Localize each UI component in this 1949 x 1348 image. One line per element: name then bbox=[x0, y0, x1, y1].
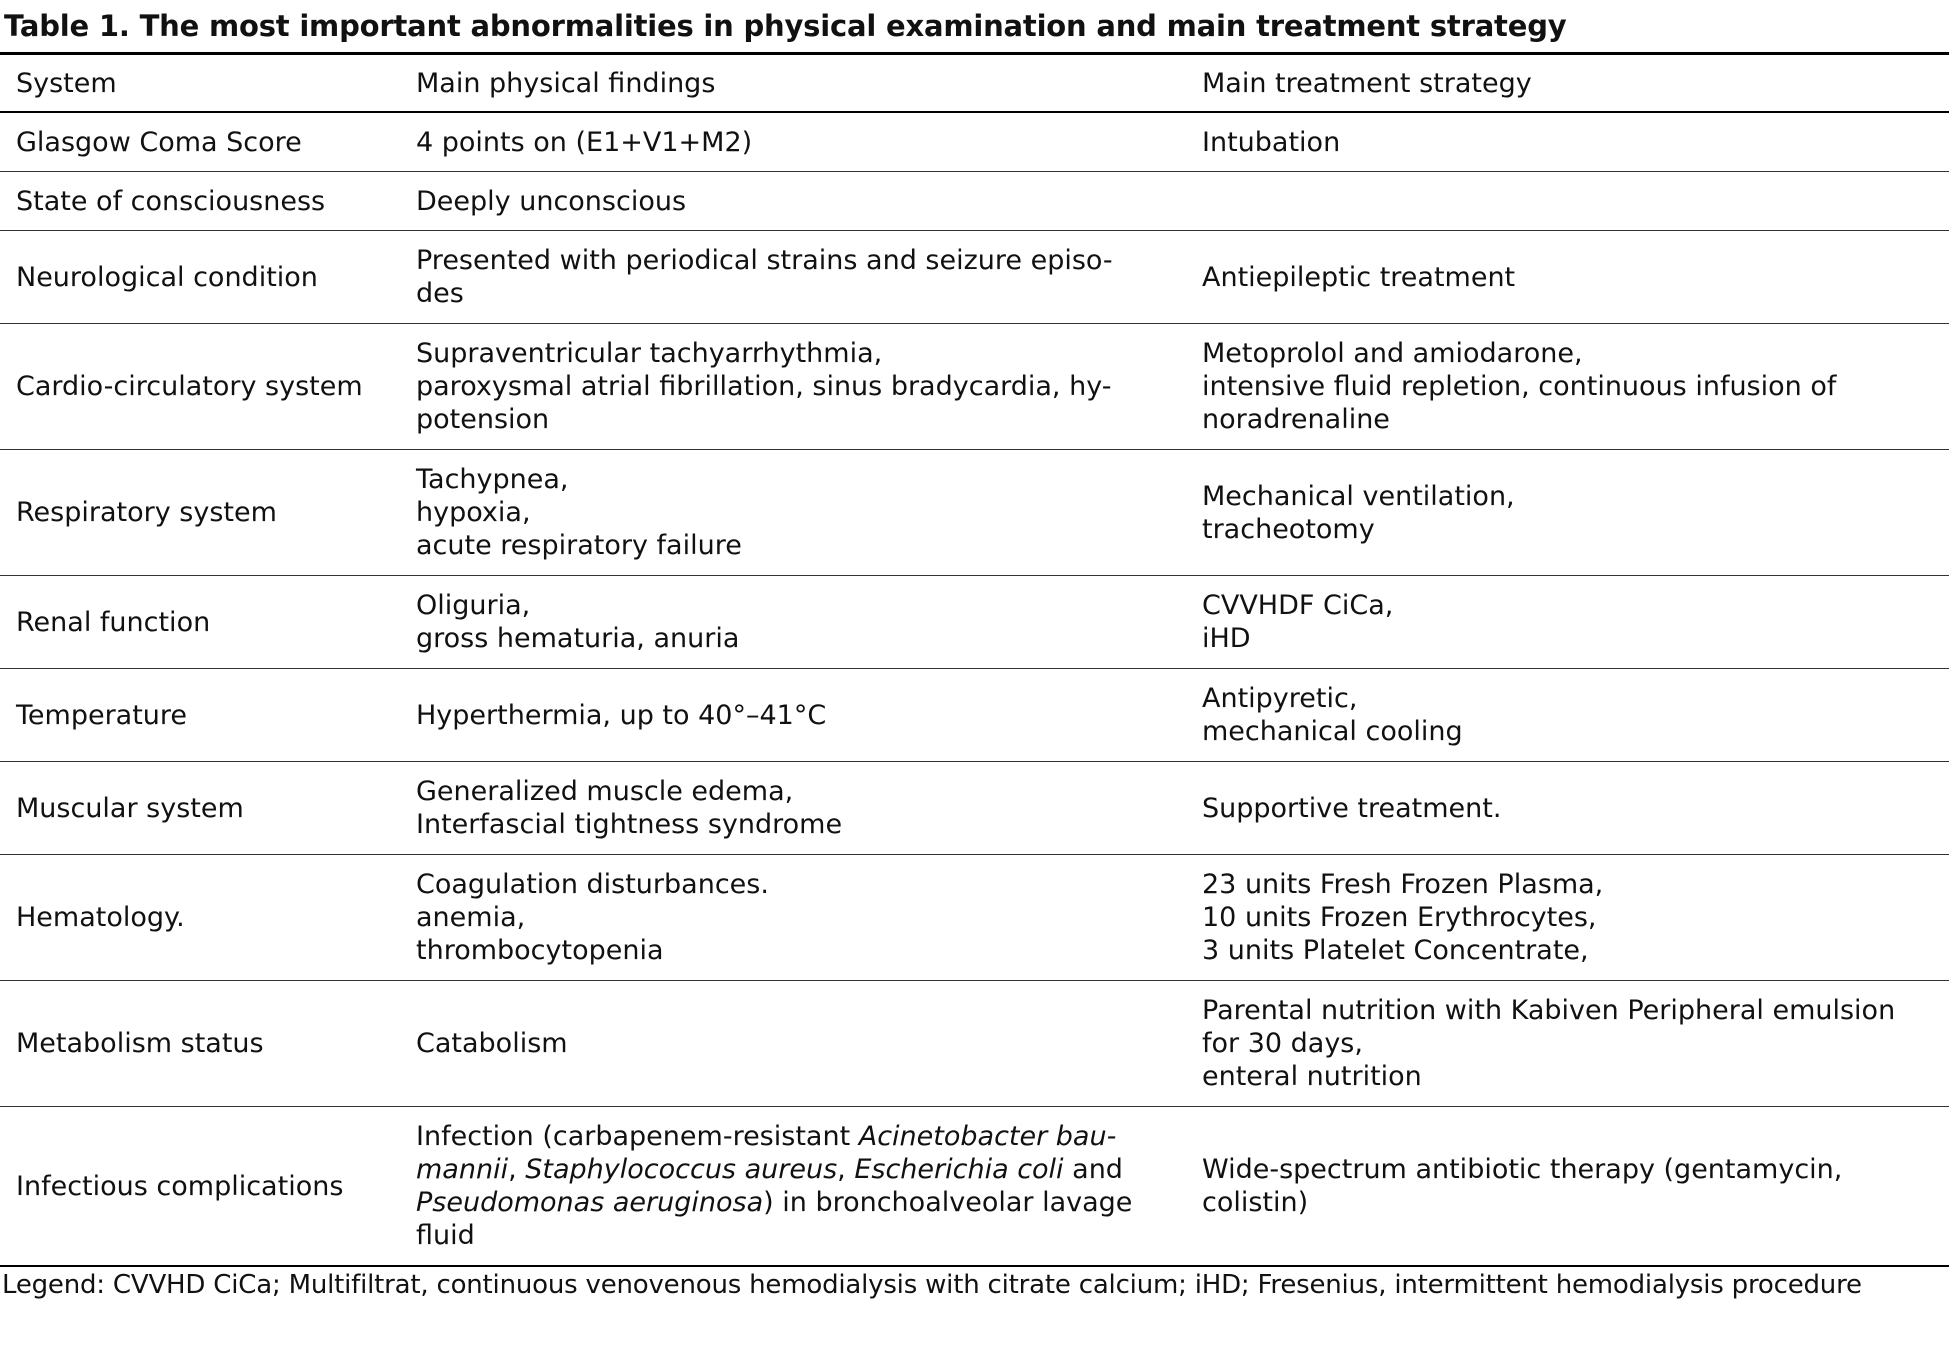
system-cell: Respiratory system bbox=[16, 497, 277, 528]
table-header-row bbox=[0, 54, 1949, 113]
system-cell: Temperature bbox=[16, 699, 188, 731]
findings-text: and bbox=[1072, 1154, 1123, 1185]
treatment-cell: Metoprolol and amiodarone, intensive fluid repletion, continuous infusion of noradrenaline bbox=[1202, 338, 1837, 435]
table-row bbox=[0, 231, 1949, 324]
findings-cell: Oliguria, gross hematuria, anuria bbox=[416, 590, 740, 654]
treatment-cell: Antipyretic, mechanical cooling bbox=[1202, 683, 1463, 747]
findings-text: ) in bronchoalveolar lavage fluid bbox=[416, 1187, 1133, 1251]
findings-table bbox=[0, 52, 1949, 1267]
system-cell: Metabolism status bbox=[16, 1028, 264, 1059]
treatment-cell: Parental nutrition with Kabiven Peripheral emulsion for 30 days, enteral nutrition bbox=[1202, 995, 1896, 1092]
table-row bbox=[0, 576, 1949, 669]
table-row bbox=[0, 324, 1949, 450]
findings-cell: Coagulation disturbances. anemia, thrombocytopenia bbox=[416, 869, 769, 966]
findings-text: , bbox=[508, 1154, 526, 1185]
treatment-cell bbox=[1186, 172, 1949, 231]
table-row bbox=[0, 450, 1949, 576]
system-cell: Cardio-circulatory system bbox=[16, 371, 363, 402]
treatment-cell: Intubation bbox=[1202, 126, 1341, 158]
findings-text: Infection (carbapenem-resistant bbox=[416, 1121, 859, 1152]
organism-name: Acinetobacter bau- mannii bbox=[416, 1121, 1117, 1185]
system-cell: Infectious complications bbox=[16, 1170, 344, 1202]
treatment-cell: 23 units Fresh Frozen Plasma, 10 units Frozen Erythrocytes, 3 units Platelet Concentrate, bbox=[1202, 869, 1604, 966]
findings-cell: Generalized muscle edema, Interfascial tightness syndrome bbox=[416, 776, 843, 840]
table-row bbox=[0, 112, 1949, 172]
table-legend: Legend: CVVHD CiCa; Multifiltrat, continuous venovenous hemodialysis with citrate calcium; iHD; Fresenius, intermittent hemodialysis procedure bbox=[2, 1270, 1862, 1300]
treatment-cell: Mechanical ventilation, tracheotomy bbox=[1202, 480, 1515, 545]
column-header-findings: Main physical findings bbox=[416, 67, 716, 99]
findings-text: , bbox=[837, 1154, 855, 1185]
findings-cell: Tachypnea, hypoxia, acute respiratory failure bbox=[416, 464, 742, 561]
column-header-system: System bbox=[16, 67, 117, 99]
system-cell: Neurological condition bbox=[16, 261, 318, 293]
table-row bbox=[0, 762, 1949, 855]
findings-cell: Deeply unconscious bbox=[416, 185, 687, 217]
system-cell: Renal function bbox=[16, 606, 211, 638]
treatment-cell: Wide-spectrum antibiotic therapy (gentamycin, colistin) bbox=[1202, 1154, 1843, 1218]
table-caption: Table 1. The most important abnormalities in physical examination and main treatment strategy bbox=[4, 9, 1567, 43]
table-row bbox=[0, 981, 1949, 1107]
findings-cell bbox=[400, 1107, 1186, 1267]
organism-name: Escherichia coli bbox=[854, 1154, 1064, 1185]
system-cell: Hematology. bbox=[16, 902, 185, 933]
treatment-cell: Antiepileptic treatment bbox=[1202, 261, 1516, 293]
findings-cell: Supraventricular tachyarrhythmia, paroxysmal atrial fibrillation, sinus bradycardia, hy- potension bbox=[416, 338, 1112, 435]
treatment-cell: Supportive treatment. bbox=[1202, 792, 1502, 824]
table-row bbox=[0, 1107, 1949, 1267]
system-cell: Muscular system bbox=[16, 792, 244, 824]
organism-name: Staphylococcus aureus bbox=[525, 1154, 838, 1185]
findings-cell: Catabolism bbox=[416, 1028, 568, 1059]
treatment-cell: CVVHDF CiCa, iHD bbox=[1202, 590, 1394, 654]
column-header-treatment: Main treatment strategy bbox=[1202, 67, 1532, 99]
table-row bbox=[0, 855, 1949, 981]
table-row bbox=[0, 669, 1949, 762]
findings-cell: Presented with periodical strains and seizure episo- des bbox=[416, 245, 1113, 309]
organism-name: Pseudomonas aeruginosa bbox=[416, 1187, 764, 1218]
findings-cell: 4 points on (E1+V1+M2) bbox=[416, 126, 753, 158]
system-cell: Glasgow Coma Score bbox=[16, 126, 302, 158]
system-cell: State of consciousness bbox=[16, 185, 326, 217]
findings-cell: Hyperthermia, up to 40°–41°C bbox=[416, 699, 827, 731]
table-row bbox=[0, 172, 1949, 231]
